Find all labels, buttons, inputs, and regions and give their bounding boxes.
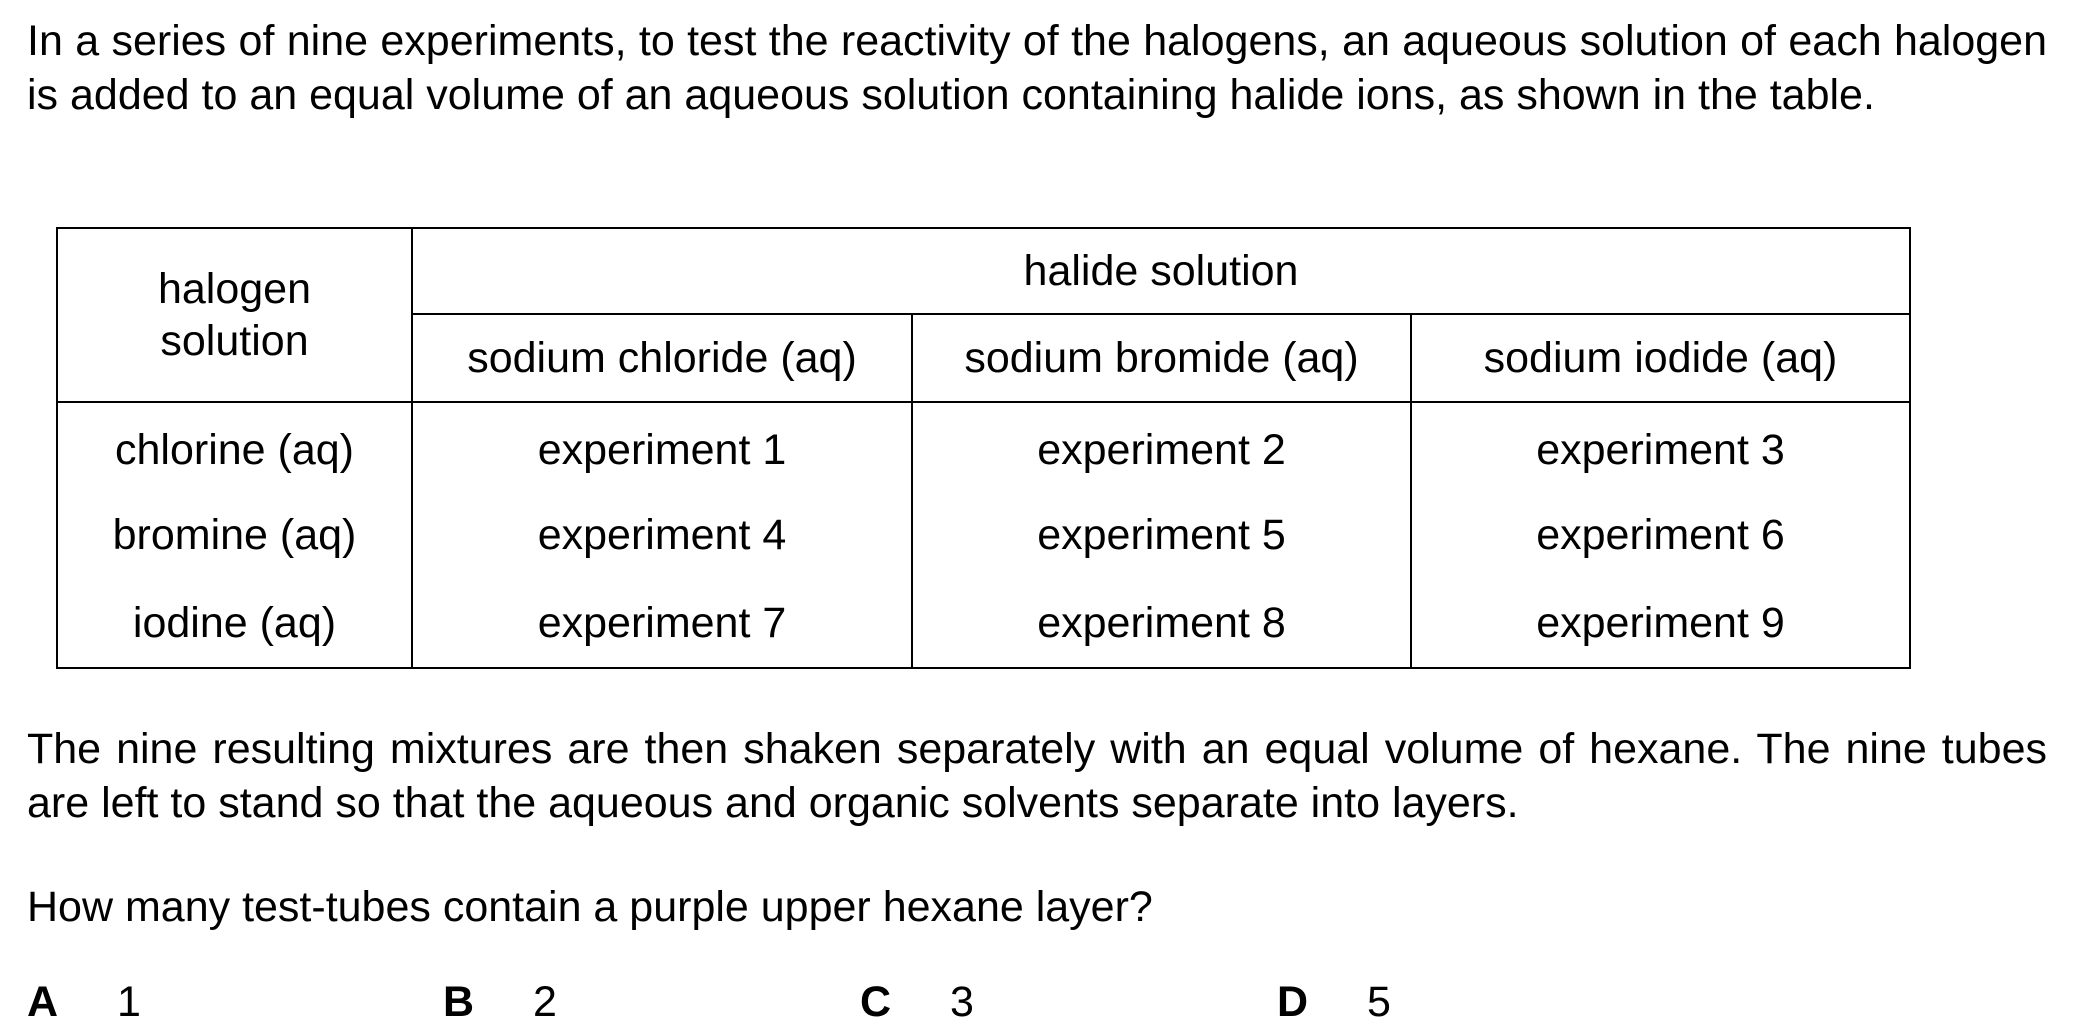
halide-solution-header: halide solution	[412, 228, 1910, 314]
option-a[interactable]	[27, 978, 141, 1027]
table-cell: experiment 8	[912, 579, 1411, 668]
table-header-row	[57, 228, 1910, 314]
experiment-table	[56, 227, 1911, 669]
table-cell: experiment 4	[412, 491, 912, 579]
option-letter: C	[860, 978, 892, 1026]
halogen-solution-header	[57, 228, 412, 402]
table-cell: experiment 7	[412, 579, 912, 668]
table-cell: experiment 9	[1411, 579, 1910, 668]
option-c[interactable]	[860, 978, 974, 1027]
option-value: 2	[533, 978, 557, 1026]
table-cell: experiment 5	[912, 491, 1411, 579]
option-b[interactable]	[443, 978, 557, 1027]
column-header-chloride: sodium chloride (aq)	[412, 314, 912, 402]
option-value: 3	[950, 978, 974, 1026]
option-letter: D	[1277, 978, 1309, 1026]
option-value: 5	[1367, 978, 1391, 1026]
table-cell: experiment 2	[912, 402, 1411, 491]
outro-paragraph: The nine resulting mixtures are then shaken separately with an equal volume of hexane. The nine tubes are left to stand so that the aqueous and organic solvents separate into layers.	[27, 725, 2047, 827]
table-row	[57, 402, 1910, 491]
table-cell: experiment 1	[412, 402, 912, 491]
table-row	[57, 579, 1910, 668]
row-label-chlorine: chlorine (aq)	[57, 402, 412, 491]
column-header-bromide: sodium bromide (aq)	[912, 314, 1411, 402]
table-row	[57, 491, 1910, 579]
answer-options	[27, 978, 2027, 1034]
row-label-iodine: iodine (aq)	[57, 579, 412, 668]
option-d[interactable]	[1277, 978, 1391, 1027]
question-text: How many test-tubes contain a purple upper hexane layer?	[27, 883, 1153, 931]
halogen-header-line2: solution	[160, 317, 309, 365]
option-value: 1	[117, 978, 141, 1026]
option-letter: B	[443, 978, 475, 1026]
table-cell: experiment 3	[1411, 402, 1910, 491]
intro-paragraph: In a series of nine experiments, to test the reactivity of the halogens, an aqueous solution of each halogen is added to an equal volume of an aqueous solution containing halide ions, as shown in the table.	[27, 17, 2047, 119]
table-cell: experiment 6	[1411, 491, 1910, 579]
column-header-iodide: sodium iodide (aq)	[1411, 314, 1910, 402]
halogen-header-line1: halogen	[157, 265, 312, 313]
option-letter: A	[27, 978, 59, 1026]
row-label-bromine: bromine (aq)	[57, 491, 412, 579]
